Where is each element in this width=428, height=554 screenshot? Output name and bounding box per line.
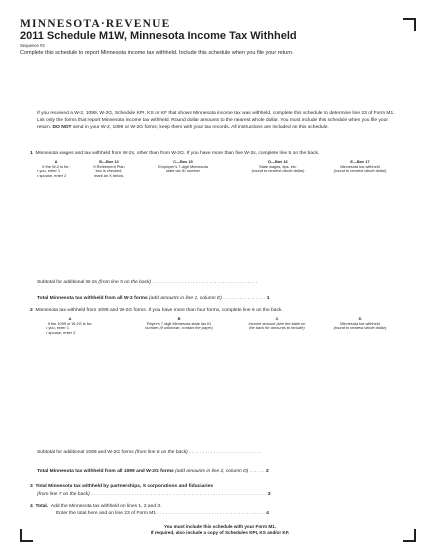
line-4-text-1: Add the Minnesota tax withheld on lines 1, 2 and 3.: [50, 504, 162, 509]
col-text: box is checked,: [95, 168, 123, 174]
line-1-col-b: [84, 160, 134, 179]
col-text: Minnesota tax withheld: [340, 320, 380, 326]
dot-leader: . . . . . . . . . . . . . . . . . . . . . . . . . . .: [187, 450, 262, 455]
line-1-col-d: [238, 160, 318, 174]
line-2-col-a: [40, 317, 100, 336]
intro-paragraph: [37, 110, 395, 131]
line-1-number: 1: [30, 151, 33, 156]
col-text: Minnesota tax withheld: [340, 163, 380, 169]
col-head: A: [54, 159, 58, 164]
line-2-col-b: [124, 317, 234, 331]
col-text: If the W-2 is for:: [42, 163, 70, 169]
line-2-text: Minnesota tax withheld from 1099 and W-2G forms. If you have more than four forms, complete line 6 on the back.: [35, 308, 283, 313]
col-head: D: [358, 316, 362, 321]
line-3-text: Total Minnesota tax withheld by partnerships, S corporations and fiduciaries: [35, 484, 214, 489]
col-text: (round to nearest whole dollar): [251, 168, 305, 174]
sequence-number: Sequence #2: [20, 43, 45, 48]
col-text: mark an X below.: [94, 173, 124, 179]
lead-instruction: Complete this schedule to report Minnesota income tax withheld. Include this schedule when you file your return.: [20, 50, 294, 56]
col-text: If Retirement Plan: [93, 163, 125, 169]
col-head: B: [177, 316, 181, 321]
col-text: • you, enter 1: [46, 325, 69, 331]
col-head: C: [275, 316, 279, 321]
footer-note: [120, 524, 320, 536]
dot-leader: . . . . . . . . . . . . . . . . . . . . . . . . . . . . . . . . . . . . . . . . . . . . . . . . . . . . . . . . . . . . . . . . .: [89, 492, 267, 497]
dot-leader: . . . . . . . . . . . . . . . .: [221, 296, 267, 301]
subtotal-note: (from line 5 on the back): [98, 280, 152, 285]
brand-logo: MINNESOTA·REVENUE: [20, 18, 171, 30]
dot-leader: . . . . . .: [248, 469, 266, 474]
intro-text-2: send in your W-2, 1099 or W-2G forms; keep them with your tax records. All instructions are included on this schedule.: [72, 125, 329, 131]
line-4-total: [56, 511, 269, 516]
corner-mark-bottom-left: [20, 529, 33, 542]
line-4-number: 4: [30, 504, 33, 509]
col-text: number (if unknown, contact the payer): [145, 325, 213, 331]
total-label: Total Minnesota tax withheld from all W-2 forms: [37, 296, 148, 301]
col-text: (round to nearest whole dollar): [333, 168, 387, 174]
line-ref-number: 1: [266, 296, 270, 301]
col-text: the back for amounts to include): [249, 325, 305, 331]
subtotal-label: Subtotal for additional W-2s: [37, 280, 97, 285]
corner-mark-bottom-right: [403, 529, 416, 542]
col-text: (round to nearest whole dollar): [333, 325, 387, 331]
line-3-note: (from line 7 on the back): [37, 492, 90, 497]
line-4-text-2: Enter the total here and on line 23 of Form M1: [56, 511, 157, 516]
footer-line-2: If required, also include a copy of Schedules KPI, KS and/or KF.: [150, 530, 290, 535]
total-note: (add amounts in line 1, column E): [149, 296, 222, 301]
col-head: E—Box 17: [350, 159, 370, 164]
line-4-heading: [30, 504, 162, 509]
line-1-subtotal: [37, 280, 257, 285]
line-1-col-e: [318, 160, 402, 174]
line-2-total: [37, 469, 269, 474]
line-2-heading: [30, 308, 283, 313]
line-1-total: [37, 296, 269, 301]
total-note: (add amounts in line 2, column D): [175, 469, 249, 474]
line-3-number: 3: [30, 484, 33, 489]
dot-leader: . . . . . . . . . . . . . . . . . . . . . . . . . . . . . . . . . . . . . . .: [151, 280, 258, 285]
col-head: A: [68, 316, 72, 321]
col-text: If the 1099 or W-2G is for:: [47, 320, 93, 326]
col-head: C—Box 15: [173, 159, 193, 164]
col-text: Payer's 7-digit Minnesota state tax ID: [146, 320, 212, 326]
line-ref-number: 2: [265, 469, 269, 474]
col-text: • you, enter 1: [37, 168, 60, 174]
intro-do-not: DO NOT: [52, 125, 72, 131]
line-ref-number: 3: [267, 492, 271, 497]
line-2-col-d: [318, 317, 402, 331]
line-3-total: [37, 492, 270, 497]
page-title: 2011 Schedule M1W, Minnesota Income Tax Withheld: [20, 30, 297, 42]
col-text: Income amount (see the table on: [248, 320, 306, 326]
dot-leader: . . . . . . . . . . . . . . . . . . . . . . . . . . . . . . . . . . . . . . . .: [156, 511, 267, 516]
line-ref-number: 4: [266, 511, 269, 516]
subtotal-label: Subtotal for additional 1099 and W-2G forms: [37, 450, 134, 455]
line-1-col-a: [34, 160, 78, 179]
line-1-col-c: [138, 160, 228, 174]
line-4-label: Total.: [35, 504, 49, 509]
col-text: state tax ID number: [166, 168, 200, 174]
total-label: Total Minnesota tax withheld from all 1099 and W-2G forms: [37, 469, 174, 474]
col-text: State wages, tips, etc.: [258, 163, 298, 169]
subtotal-note: (from line 6 on the back): [135, 450, 188, 455]
col-text: • spouse, enter 2: [37, 173, 67, 179]
footer-line-1: You must include this schedule with your Form M1.: [164, 524, 276, 529]
line-1-text: Minnesota wages and tax withheld from W-2s, other than from W-2G. If you have more than five W-2s, complete line 5 on the back.: [35, 151, 320, 156]
col-text: • spouse, enter 2: [46, 330, 76, 336]
col-head: D—Box 16: [268, 159, 288, 164]
line-2-number: 2: [30, 308, 33, 313]
line-3-heading: [30, 484, 213, 489]
line-1-heading: [30, 151, 319, 156]
line-2-col-c: [236, 317, 318, 331]
col-text: Employer's 7-digit Minnesota: [158, 163, 208, 169]
line-2-subtotal: [37, 450, 261, 455]
col-head: B—Box 13: [99, 159, 119, 164]
corner-mark-top-right: [403, 18, 416, 31]
intro-text-1: If you received a W-2, 1099, W-2G, Schedule KPI, KS or KF that shows Minnesota income tax was withheld, complete this schedule to determine line 23 of Form M1. List only the forms that report Minnesota income tax withheld. Round dollar amounts to the nearest whole dollar. You must include this schedule when you file your return.: [37, 111, 395, 131]
